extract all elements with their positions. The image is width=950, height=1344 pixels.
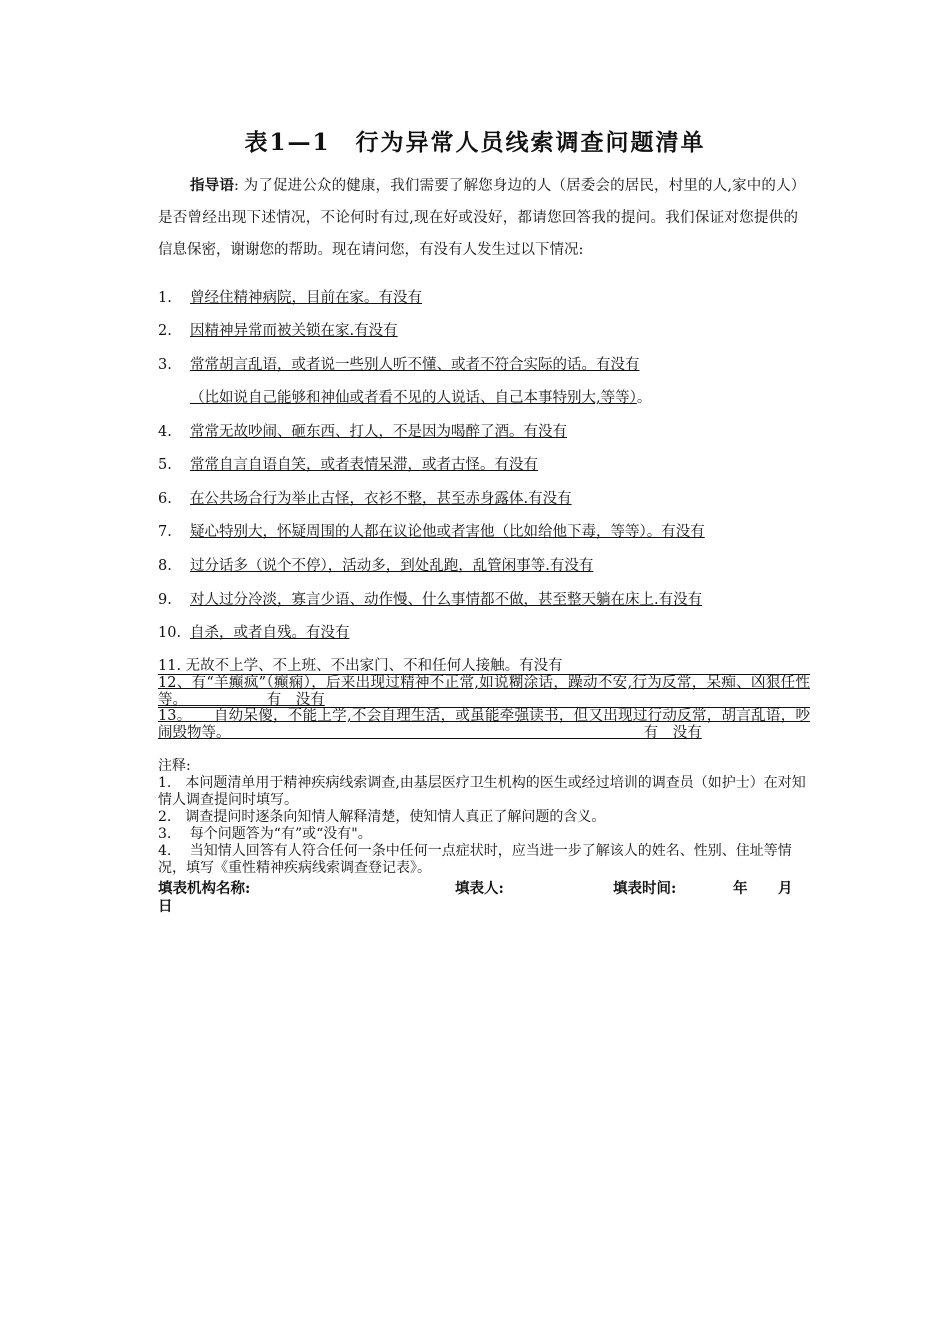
note-line: 2. 调查提问时逐条向知情人解释清楚，使知情人真正了解问题的含义。	[158, 809, 606, 825]
question-item-6: 6. 在公共场合行为举止古怪，衣衫不整，甚至赤身露体.有没有	[158, 491, 572, 507]
fill-time-label: 填表时间:	[613, 880, 677, 897]
question-item-1: 1. 曾经住精神病院，目前在家。有没有	[158, 290, 422, 306]
org-name-label: 填表机构名称:	[158, 880, 251, 897]
day-label: 日	[158, 898, 173, 915]
question-text: 自杀，或者自残。有没有	[190, 625, 350, 641]
question-item-9: 9. 对人过分冷淡，寡言少语、动作慢、什么事情都不做，甚至整天躺在床上.有没有	[158, 592, 703, 608]
instructions-paragraph	[158, 170, 798, 266]
instructions-lead: 指导语	[190, 177, 234, 194]
filler-label: 填表人:	[455, 880, 504, 897]
question-item-3: 3. 常常胡言乱语，或者说一些别人听不懂、或者不符合实际的话。有没有	[158, 357, 640, 373]
question-item-7: 7. 疑心特别大，怀疑周围的人都在议论他或者害他（比如给他下毒，等等）。有没有	[158, 524, 705, 540]
question-text: 常常无故吵闹、砸东西、打人，不是因为喝醉了酒。有没有	[190, 424, 567, 440]
question-item-3-example: （比如说自己能够和神仙或者看不见的人说话、自己本事特别大,等等）。	[190, 390, 652, 406]
note-line: 1. 本问题清单用于精神疾病线索调查,由基层医疗卫生机构的医生或经过培训的调查员（如护士）在对知情人调查提问时填写。	[158, 775, 806, 808]
question-item-2: 2. 因精神异常而被关锁在家.有没有	[158, 323, 398, 339]
question-text: 疑心特别大，怀疑周围的人都在议论他或者害他（比如给他下毒，等等）。有没有	[190, 524, 705, 540]
notes-section	[158, 758, 810, 877]
question-text: 过分话多（说个不停），活动多，到处乱跑，乱管闲事等.有没有	[190, 558, 594, 574]
question-item-11: 11. 无故不上学、不上班、不出家门、不和任何人接触。有没有	[158, 658, 563, 674]
question-item-4: 4. 常常无故吵闹、砸东西、打人，不是因为喝醉了酒。有没有	[158, 424, 567, 440]
notes-heading: 注释:	[158, 758, 191, 774]
instructions-text: : 为了促进公众的健康，我们需要了解您身边的人（居委会的居民，村里的人,家中的人）是否曾经出现下述情况，不论何时有过,现在好或没好，都请您回答我的提问。我们保证对您提供的信息保密，谢谢您的帮助。现在请问您，有没有人发生过以下情况:	[158, 178, 799, 258]
question-item-13: 13。 自幼呆傻，不能上学,不会自理生活，或虽能牵强读书，但又出现过行动反常，胡言乱语，吵闹毁物等。 有 没有	[158, 708, 810, 741]
year-label: 年	[733, 880, 748, 897]
document-title: 表1—1 行为异常人员线索调查问题清单	[244, 129, 706, 156]
question-item-8: 8. 过分话多（说个不停），活动多，到处乱跑，乱管闲事等.有没有	[158, 558, 594, 574]
question-item-12: 12、有“羊癫疯”（癫痫），后来出现过精神不正常,如说糊涂话，躁动不安,行为反常，呆痴、凶狠任性等。 有 没有	[158, 675, 810, 708]
question-text: 曾经住精神病院，目前在家。有没有	[190, 290, 422, 306]
question-text: 在公共场合行为举止古怪，衣衫不整，甚至赤身露体.有没有	[190, 491, 572, 507]
note-line: 3. 每个问题答为“有”或“没有"。	[158, 826, 372, 842]
question-text: 常常自言自语自笑，或者表情呆滞，或者古怪。有没有	[190, 457, 538, 473]
question-text: 对人过分冷淡，寡言少语、动作慢、什么事情都不做，甚至整天躺在床上.有没有	[190, 592, 703, 608]
month-label: 月	[778, 880, 793, 897]
note-line: 4. 当知情人回答有人符合任何一条中任何一点症状时，应当进一步了解该人的姓名、性别、住址等情况，填写《重性精神疾病线索调查登记表》。	[158, 843, 792, 876]
question-item-5: 5. 常常自言自语自笑，或者表情呆滞，或者古怪。有没有	[158, 457, 538, 473]
question-item-10: 10. 自杀，或者自残。有没有	[158, 625, 350, 641]
question-text: 常常胡言乱语，或者说一些别人听不懂、或者不符合实际的话。有没有	[190, 357, 640, 373]
question-text: 因精神异常而被关锁在家.有没有	[190, 323, 398, 339]
